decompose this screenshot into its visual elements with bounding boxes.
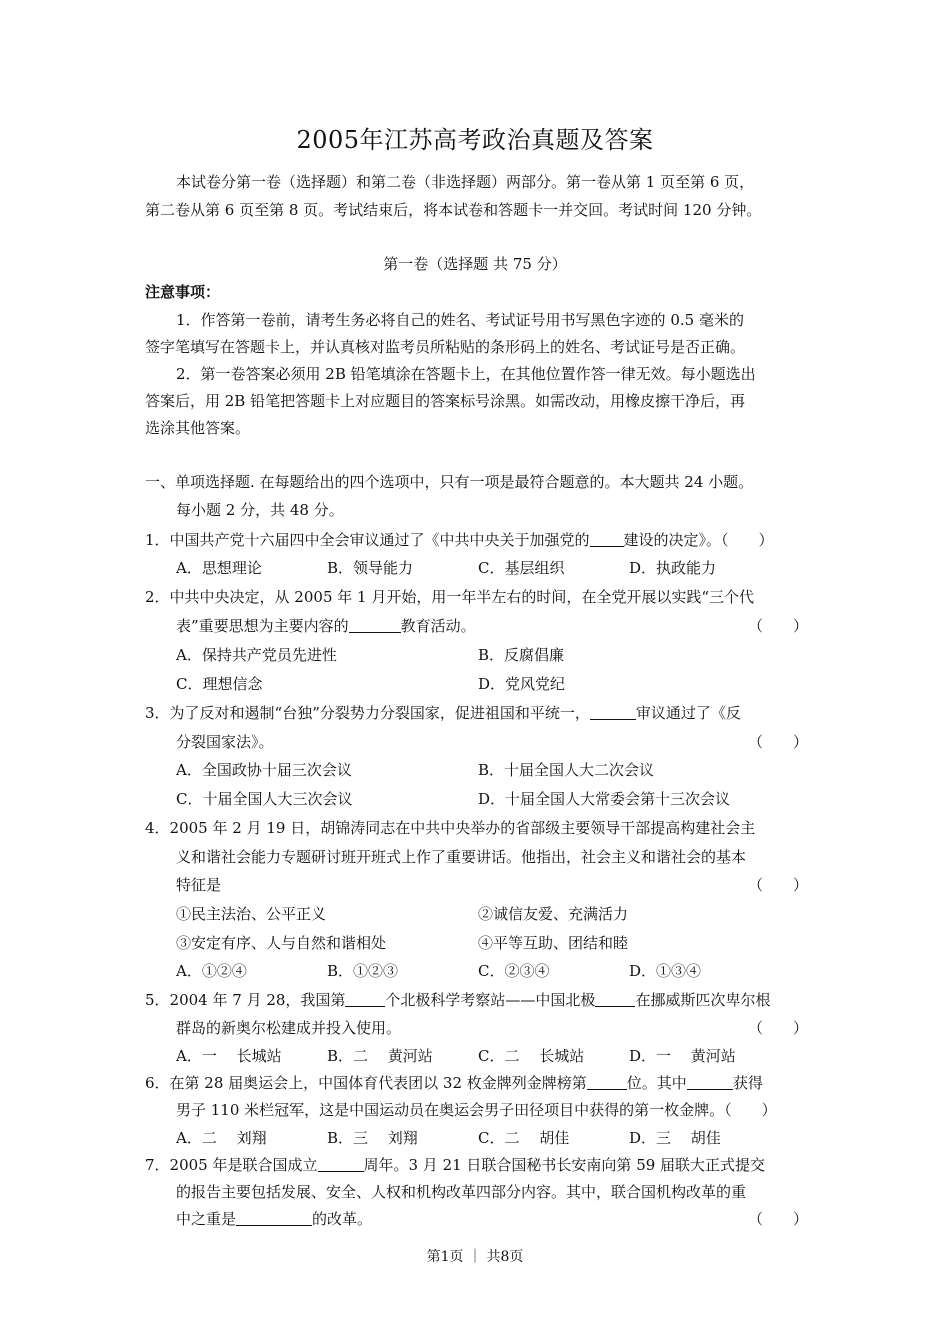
notice-line-3: 2．第一卷答案必须用 2B 铅笔填涂在答题卡上，在其他位置作答一律无效。每小题选出: [176, 365, 756, 383]
q4-line-2: 义和谐社会能力专题研讨班开班式上作了重要讲话。他指出，社会主义和谐社会的基本: [176, 848, 747, 866]
q2-option-c: C．理想信念: [176, 675, 263, 693]
q6-option-a: A．二 刘翔: [176, 1129, 267, 1147]
q2-option-d: D．党风党纪: [478, 675, 566, 693]
answer-parentheses: （ ）: [748, 876, 809, 894]
page-title: 2005年江苏高考政治真题及答案: [296, 126, 654, 154]
q7-text-b: 周年。3 月 21 日联合国秘书长安南向第 59 届联大正式提交: [363, 1156, 766, 1174]
q2-option-a: A．保持共产党员先进性: [176, 646, 337, 664]
answer-blank: [595, 990, 635, 1007]
q1-text-a: 1．中国共产党十六届四中全会审议通过了《中共中央关于加强党的: [145, 531, 590, 549]
notice-line-1: 1．作答第一卷前，请考生务必将自己的姓名、考试证号用书写黑色字迹的 0.5 毫米的: [176, 311, 744, 329]
q2-text-a: 表”重要思想为主要内容的: [176, 617, 349, 635]
q2-option-b: B．反腐倡廉: [478, 646, 565, 664]
q3-option-d: D．十届全国人大常委会第十三次会议: [478, 790, 731, 808]
answer-parentheses: （ ）: [748, 617, 809, 635]
q4-option-a: A．①②④: [176, 962, 247, 980]
q3-option-c: C．十届全国人大三次会议: [176, 790, 353, 808]
q6-option-d: D．三 胡佳: [629, 1129, 721, 1147]
q1-option-d: D．执政能力: [629, 559, 717, 577]
q3-text-a: 3．为了反对和遏制“台独”分裂势力分裂国家，促进祖国和平统一，: [145, 704, 590, 722]
q1-option-c: C．基层组织: [478, 559, 565, 577]
q5-text-a: 5．2004 年 7 月 28，我国第: [145, 991, 346, 1009]
q6-text-c: 获得: [732, 1074, 763, 1092]
answer-blank: [318, 1155, 364, 1172]
q5-option-a: A．一 长城站: [176, 1047, 282, 1065]
q5-line-1: [145, 990, 770, 1010]
notice-line-5: 选涂其他答案。: [145, 419, 251, 437]
q6-option-c: C．二 胡佳: [478, 1129, 570, 1147]
q3-option-a: A．全国政协十届三次会议: [176, 761, 352, 779]
q5-line-2: 群岛的新奥尔松建成并投入使用。: [176, 1019, 402, 1037]
answer-blank: [590, 530, 624, 547]
intro-line-1: 本试卷分第一卷（选择题）和第二卷（非选择题）两部分。第一卷从第 1 页至第 6 页，: [176, 173, 755, 191]
answer-blank: [236, 1209, 312, 1226]
q4-item-4: ④平等互助、团结和睦: [478, 934, 629, 952]
q7-text-a: 7．2005 年是联合国成立: [145, 1156, 318, 1174]
page-footer: 第1页 ｜ 共8页: [426, 1249, 524, 1265]
q7-text-d: 的改革。: [312, 1210, 373, 1228]
q5-option-b: B．二 黄河站: [327, 1047, 433, 1065]
q5-option-d: D．一 黄河站: [629, 1047, 736, 1065]
q2-line-2: [176, 616, 476, 636]
answer-parentheses: （ ）: [748, 1210, 809, 1228]
q3-text-b: 审议通过了《反: [635, 704, 741, 722]
notice-line-2: 签字笔填写在答题卡上，并认真核对监考员所粘贴的条形码上的姓名、考试证号是否正确。: [145, 338, 746, 356]
q4-option-d: D．①③④: [629, 962, 702, 980]
q2-line-1: 2．中共中央决定，从 2005 年 1 月开始，用一年半左右的时间，在全党开展以实践“三个代: [145, 588, 755, 606]
q6-text-b: 位。其中: [626, 1074, 687, 1092]
q1-text-b: 建设的决定》。（ ）: [623, 531, 774, 549]
part-one-scoring: 每小题 2 分，共 48 分。: [176, 501, 344, 519]
q3-line-1: [145, 703, 741, 723]
answer-blank: [587, 1073, 627, 1090]
q6-option-b: B．三 刘翔: [327, 1129, 418, 1147]
q5-option-c: C．二 长城站: [478, 1047, 585, 1065]
q4-item-3: ③安定有序、人与自然和谐相处: [176, 934, 387, 952]
q6-text-a: 6．在第 28 届奥运会上，中国体育代表团以 32 枚金牌列金牌榜第: [145, 1074, 587, 1092]
q4-line-3: 特征是: [176, 876, 222, 894]
q3-line-2: 分裂国家法》。: [176, 733, 274, 751]
q7-line-2: 的报告主要包括发展、安全、人权和机构改革四部分内容。其中，联合国机构改革的重: [176, 1183, 747, 1201]
q3-option-b: B．十届全国人大二次会议: [478, 761, 655, 779]
part-one-heading: 一、单项选择题. 在每题给出的四个选项中，只有一项是最符合题意的。本大题共 24 小题。: [145, 473, 754, 491]
q2-text-b: 教育活动。: [400, 617, 476, 635]
notice-line-4: 答案后，用 2B 铅笔把答题卡上对应题目的答案标号涂黑。如需改动，用橡皮擦干净后，再: [145, 392, 746, 410]
q7-text-c: 中之重是: [176, 1210, 237, 1228]
notice-heading: 注意事项：: [145, 283, 221, 301]
q1-option-a: A．思想理论: [176, 559, 262, 577]
q4-option-b: B．①②③: [327, 962, 399, 980]
intro-line-2: 第二卷从第 6 页至第 8 页。考试结束后，将本试卷和答题卡一并交回。考试时间 120 分钟。: [145, 201, 762, 219]
answer-blank: [349, 616, 401, 633]
q4-option-c: C．②③④: [478, 962, 550, 980]
q1-option-b: B．领导能力: [327, 559, 414, 577]
answer-blank: [687, 1073, 733, 1090]
q7-line-3: [176, 1209, 372, 1229]
q4-line-1: 4．2005 年 2 月 19 日，胡锦涛同志在中共中央举办的省部级主要领导干部提高构建社会主: [145, 819, 756, 837]
q6-line-2: 男子 110 米栏冠军，这是中国运动员在奥运会男子田径项目中获得的第一枚金牌。（ ）: [176, 1101, 777, 1119]
q7-line-1: [145, 1155, 765, 1175]
q4-item-2: ②诚信友爱、充满活力: [478, 905, 629, 923]
question-1: [145, 530, 774, 550]
q4-item-1: ①民主法治、公平正义: [176, 905, 327, 923]
section-title: 第一卷（选择题 共 75 分）: [383, 255, 567, 273]
answer-parentheses: （ ）: [748, 733, 809, 751]
answer-blank: [345, 990, 385, 1007]
answer-blank: [590, 703, 636, 720]
q5-text-c: 在挪威斯匹次卑尔根: [635, 991, 771, 1009]
answer-parentheses: （ ）: [748, 1019, 809, 1037]
q5-text-b: 个北极科学考察站——中国北极: [385, 991, 596, 1009]
q6-line-1: [145, 1073, 763, 1093]
